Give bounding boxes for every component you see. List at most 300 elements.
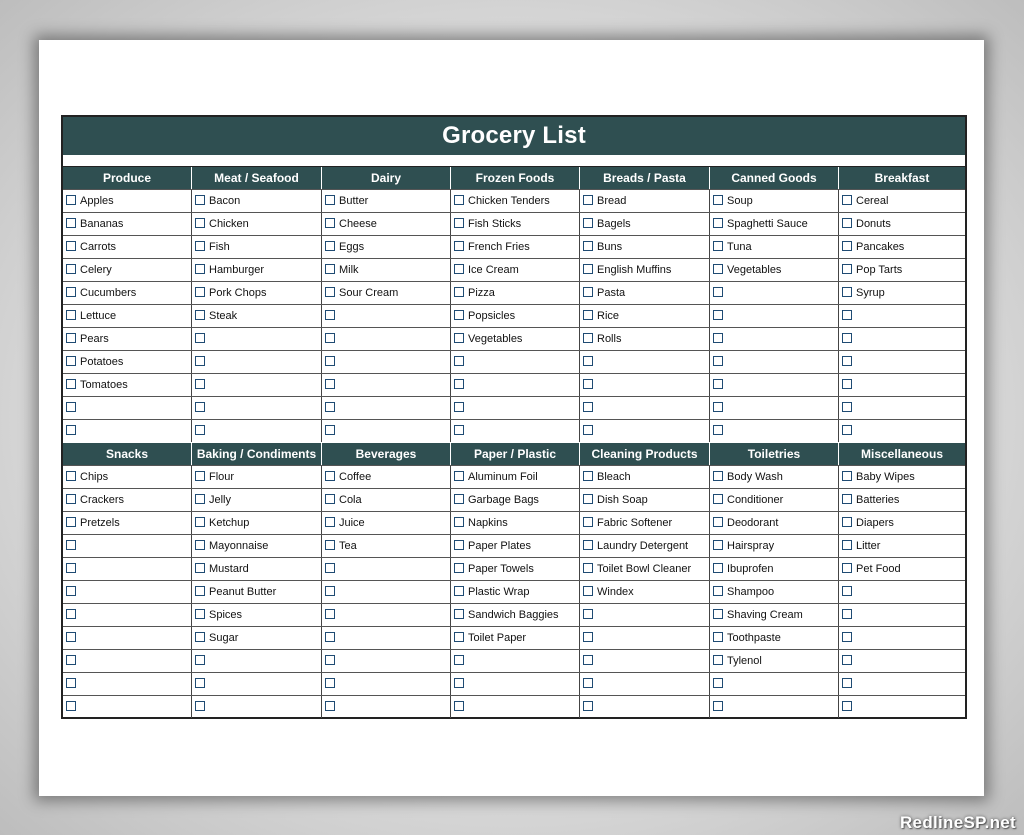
checkbox-icon[interactable] xyxy=(713,586,723,596)
checkbox-icon[interactable] xyxy=(454,379,464,389)
checkbox-icon[interactable] xyxy=(842,517,852,527)
item-label: Pop Tarts xyxy=(856,264,903,276)
checkbox-icon[interactable] xyxy=(713,379,723,389)
checkbox-icon[interactable] xyxy=(325,218,335,228)
list-item xyxy=(839,512,965,534)
list-item xyxy=(192,259,322,281)
column-header: Snacks xyxy=(63,443,192,465)
list-item xyxy=(839,213,965,235)
item-label: Dish Soap xyxy=(597,494,648,506)
item-label: Chips xyxy=(80,471,109,483)
checkbox-icon[interactable] xyxy=(195,609,205,619)
checkbox-icon[interactable] xyxy=(195,586,205,596)
checkbox-icon[interactable] xyxy=(583,494,593,504)
list-item xyxy=(710,397,839,419)
checkbox-icon[interactable] xyxy=(195,540,205,550)
checkbox-icon[interactable] xyxy=(195,701,205,711)
checkbox-icon[interactable] xyxy=(842,356,852,366)
checkbox-icon[interactable] xyxy=(842,632,852,642)
checkbox-icon[interactable] xyxy=(195,287,205,297)
item-label: Cereal xyxy=(856,195,889,207)
checkbox-icon[interactable] xyxy=(325,356,335,366)
checkbox-icon[interactable] xyxy=(454,701,464,711)
item-label: Tea xyxy=(339,540,357,552)
item-label: Body Wash xyxy=(727,471,783,483)
checkbox-icon[interactable] xyxy=(583,195,593,205)
list-item xyxy=(839,604,965,626)
checkbox-icon[interactable] xyxy=(713,701,723,711)
checkbox-icon[interactable] xyxy=(713,287,723,297)
list-item xyxy=(580,282,710,304)
list-item xyxy=(580,558,710,580)
checkbox-icon[interactable] xyxy=(66,586,76,596)
item-label: Jelly xyxy=(209,494,232,506)
checkbox-icon[interactable] xyxy=(713,402,723,412)
list-item xyxy=(322,673,451,695)
item-label: Flour xyxy=(209,471,235,483)
item-label: Spaghetti Sauce xyxy=(727,218,808,230)
checkbox-icon[interactable] xyxy=(325,241,335,251)
checkbox-icon[interactable] xyxy=(454,218,464,228)
checkbox-icon[interactable] xyxy=(454,356,464,366)
checkbox-icon[interactable] xyxy=(195,425,205,435)
checkbox-icon[interactable] xyxy=(713,218,723,228)
checkbox-icon[interactable] xyxy=(325,379,335,389)
checkbox-icon[interactable] xyxy=(66,333,76,343)
checkbox-icon[interactable] xyxy=(66,356,76,366)
table-row xyxy=(63,626,965,649)
list-item xyxy=(451,673,580,695)
checkbox-icon[interactable] xyxy=(66,425,76,435)
section-2 xyxy=(63,443,965,718)
list-item xyxy=(710,512,839,534)
item-label: Donuts xyxy=(856,218,891,230)
checkbox-icon[interactable] xyxy=(66,218,76,228)
item-label: Cola xyxy=(339,494,362,506)
list-item xyxy=(580,397,710,419)
checkbox-icon[interactable] xyxy=(325,678,335,688)
checkbox-icon[interactable] xyxy=(66,701,76,711)
checkbox-icon[interactable] xyxy=(66,517,76,527)
list-item xyxy=(710,351,839,373)
checkbox-icon[interactable] xyxy=(842,218,852,228)
column-header: Frozen Foods xyxy=(451,167,580,189)
list-item xyxy=(322,650,451,672)
checkbox-icon[interactable] xyxy=(713,632,723,642)
checkbox-icon[interactable] xyxy=(583,379,593,389)
table-row xyxy=(63,557,965,580)
checkbox-icon[interactable] xyxy=(325,195,335,205)
list-item xyxy=(63,374,192,396)
checkbox-icon[interactable] xyxy=(842,609,852,619)
checkbox-icon[interactable] xyxy=(325,563,335,573)
column-header: Beverages xyxy=(322,443,451,465)
checkbox-icon[interactable] xyxy=(713,540,723,550)
checkbox-icon[interactable] xyxy=(325,425,335,435)
list-item xyxy=(580,512,710,534)
checkbox-icon[interactable] xyxy=(842,563,852,573)
checkbox-icon[interactable] xyxy=(454,241,464,251)
list-item xyxy=(63,489,192,511)
checkbox-icon[interactable] xyxy=(66,540,76,550)
item-label: Diapers xyxy=(856,517,894,529)
list-item xyxy=(839,558,965,580)
list-item xyxy=(451,190,580,212)
item-label: Apples xyxy=(80,195,114,207)
list-item xyxy=(580,581,710,603)
checkbox-icon[interactable] xyxy=(713,494,723,504)
item-label: Fish Sticks xyxy=(468,218,522,230)
list-item xyxy=(580,328,710,350)
checkbox-icon[interactable] xyxy=(454,655,464,665)
list-item xyxy=(63,650,192,672)
item-label: Napkins xyxy=(468,517,508,529)
checkbox-icon[interactable] xyxy=(583,540,593,550)
checkbox-icon[interactable] xyxy=(713,195,723,205)
item-label: Bagels xyxy=(597,218,631,230)
checkbox-icon[interactable] xyxy=(195,632,205,642)
item-label: French Fries xyxy=(468,241,530,253)
checkbox-icon[interactable] xyxy=(454,540,464,550)
table-row xyxy=(63,396,965,419)
checkbox-icon[interactable] xyxy=(583,471,593,481)
grocery-list-sheet xyxy=(61,115,967,719)
list-item xyxy=(63,696,192,718)
checkbox-icon[interactable] xyxy=(713,517,723,527)
item-label: Sandwich Baggies xyxy=(468,609,559,621)
list-item xyxy=(322,466,451,488)
column-header: Breakfast xyxy=(874,171,930,185)
checkbox-icon[interactable] xyxy=(454,264,464,274)
checkbox-icon[interactable] xyxy=(454,471,464,481)
list-item xyxy=(322,351,451,373)
checkbox-icon[interactable] xyxy=(325,264,335,274)
checkbox-icon[interactable] xyxy=(583,356,593,366)
checkbox-icon[interactable] xyxy=(583,517,593,527)
checkbox-icon[interactable] xyxy=(713,471,723,481)
checkbox-icon[interactable] xyxy=(66,471,76,481)
checkbox-icon[interactable] xyxy=(66,609,76,619)
checkbox-icon[interactable] xyxy=(842,287,852,297)
list-item xyxy=(710,466,839,488)
checkbox-icon[interactable] xyxy=(66,678,76,688)
checkbox-icon[interactable] xyxy=(195,471,205,481)
checkbox-icon[interactable] xyxy=(325,287,335,297)
checkbox-icon[interactable] xyxy=(842,333,852,343)
checkbox-icon[interactable] xyxy=(195,333,205,343)
checkbox-icon[interactable] xyxy=(195,379,205,389)
list-item xyxy=(63,673,192,695)
checkbox-icon[interactable] xyxy=(454,494,464,504)
checkbox-icon[interactable] xyxy=(454,425,464,435)
checkbox-icon[interactable] xyxy=(195,218,205,228)
item-label: Ice Cream xyxy=(468,264,519,276)
item-label: Rice xyxy=(597,310,620,322)
checkbox-icon[interactable] xyxy=(713,609,723,619)
list-item xyxy=(192,627,322,649)
checkbox-icon[interactable] xyxy=(195,494,205,504)
checkbox-icon[interactable] xyxy=(713,310,723,320)
item-label: Pasta xyxy=(597,287,626,299)
checkbox-icon[interactable] xyxy=(325,586,335,596)
item-label: Syrup xyxy=(856,287,885,299)
item-label: Mustard xyxy=(209,563,249,575)
item-label: Shampoo xyxy=(727,586,775,598)
checkbox-icon[interactable] xyxy=(842,241,852,251)
list-item xyxy=(710,374,839,396)
list-item xyxy=(710,535,839,557)
checkbox-icon[interactable] xyxy=(454,609,464,619)
checkbox-icon[interactable] xyxy=(325,494,335,504)
column-header: Cleaning Products xyxy=(580,443,710,465)
checkbox-icon[interactable] xyxy=(583,333,593,343)
checkbox-icon[interactable] xyxy=(195,517,205,527)
checkbox-icon[interactable] xyxy=(325,471,335,481)
checkbox-icon[interactable] xyxy=(583,655,593,665)
checkbox-icon[interactable] xyxy=(325,333,335,343)
table-row xyxy=(63,258,965,281)
checkbox-icon[interactable] xyxy=(842,264,852,274)
item-label: Toilet Bowl Cleaner xyxy=(597,563,692,575)
checkbox-icon[interactable] xyxy=(195,655,205,665)
list-item xyxy=(322,374,451,396)
item-label: Fabric Softener xyxy=(597,517,673,529)
list-item xyxy=(580,673,710,695)
checkbox-icon[interactable] xyxy=(583,586,593,596)
item-label: Vegetables xyxy=(727,264,782,276)
checkbox-icon[interactable] xyxy=(195,356,205,366)
item-label: Carrots xyxy=(80,241,117,253)
item-label: Pet Food xyxy=(856,563,901,575)
checkbox-icon[interactable] xyxy=(325,632,335,642)
checkbox-icon[interactable] xyxy=(325,517,335,527)
checkbox-icon[interactable] xyxy=(195,241,205,251)
checkbox-icon[interactable] xyxy=(195,563,205,573)
checkbox-icon[interactable] xyxy=(583,241,593,251)
list-item xyxy=(192,213,322,235)
list-item xyxy=(192,397,322,419)
list-item xyxy=(451,351,580,373)
checkbox-icon[interactable] xyxy=(325,540,335,550)
checkbox-icon[interactable] xyxy=(713,333,723,343)
checkbox-icon[interactable] xyxy=(842,379,852,389)
checkbox-icon[interactable] xyxy=(842,655,852,665)
checkbox-icon[interactable] xyxy=(195,264,205,274)
column-header: Breads / Pasta xyxy=(580,167,710,189)
list-item xyxy=(192,328,322,350)
checkbox-icon[interactable] xyxy=(66,241,76,251)
table-row xyxy=(63,695,965,718)
checkbox-icon[interactable] xyxy=(842,425,852,435)
checkbox-icon[interactable] xyxy=(842,678,852,688)
checkbox-icon[interactable] xyxy=(454,195,464,205)
list-item xyxy=(63,351,192,373)
list-item xyxy=(839,374,965,396)
checkbox-icon[interactable] xyxy=(713,563,723,573)
checkbox-icon[interactable] xyxy=(583,609,593,619)
list-item xyxy=(710,604,839,626)
table-row xyxy=(63,212,965,235)
item-label: Pizza xyxy=(468,287,495,299)
checkbox-icon[interactable] xyxy=(66,632,76,642)
checkbox-icon[interactable] xyxy=(66,264,76,274)
list-item xyxy=(839,305,965,327)
checkbox-icon[interactable] xyxy=(454,310,464,320)
checkbox-icon[interactable] xyxy=(713,655,723,665)
list-item xyxy=(192,604,322,626)
checkbox-icon[interactable] xyxy=(842,402,852,412)
checkbox-icon[interactable] xyxy=(325,609,335,619)
table-row xyxy=(63,603,965,626)
item-label: Hamburger xyxy=(209,264,265,276)
item-label: Windex xyxy=(597,586,634,598)
checkbox-icon[interactable] xyxy=(713,264,723,274)
checkbox-icon[interactable] xyxy=(842,701,852,711)
item-label: Aluminum Foil xyxy=(468,471,538,483)
checkbox-icon[interactable] xyxy=(325,655,335,665)
checkbox-icon[interactable] xyxy=(325,701,335,711)
checkbox-icon[interactable] xyxy=(66,287,76,297)
section-1-rows xyxy=(63,189,965,442)
list-item xyxy=(710,236,839,258)
item-label: Bacon xyxy=(209,195,241,207)
checkbox-icon[interactable] xyxy=(842,494,852,504)
list-item xyxy=(451,282,580,304)
item-label: Hairspray xyxy=(727,540,775,552)
list-item xyxy=(192,190,322,212)
list-item xyxy=(580,420,710,442)
list-item xyxy=(192,512,322,534)
table-row xyxy=(63,189,965,212)
checkbox-icon[interactable] xyxy=(583,287,593,297)
checkbox-icon[interactable] xyxy=(66,655,76,665)
checkbox-icon[interactable] xyxy=(583,310,593,320)
checkbox-icon[interactable] xyxy=(195,195,205,205)
checkbox-icon[interactable] xyxy=(66,494,76,504)
table-row xyxy=(63,327,965,350)
list-item xyxy=(710,696,839,718)
list-item xyxy=(451,397,580,419)
list-item xyxy=(839,351,965,373)
checkbox-icon[interactable] xyxy=(66,402,76,412)
item-label: Rolls xyxy=(597,333,622,345)
column-header: Meat / Seafood xyxy=(192,167,322,189)
list-item xyxy=(839,397,965,419)
list-item xyxy=(322,604,451,626)
item-label: Garbage Bags xyxy=(468,494,539,506)
checkbox-icon[interactable] xyxy=(454,402,464,412)
checkbox-icon[interactable] xyxy=(66,310,76,320)
item-label: Spices xyxy=(209,609,243,621)
checkbox-icon[interactable] xyxy=(325,402,335,412)
checkbox-icon[interactable] xyxy=(325,310,335,320)
list-item xyxy=(710,328,839,350)
list-item xyxy=(710,305,839,327)
checkbox-icon[interactable] xyxy=(842,540,852,550)
list-item xyxy=(451,420,580,442)
item-label: Juice xyxy=(339,517,365,529)
checkbox-icon[interactable] xyxy=(454,287,464,297)
item-label: Deodorant xyxy=(727,517,779,529)
list-item xyxy=(322,305,451,327)
list-item xyxy=(192,581,322,603)
checkbox-icon[interactable] xyxy=(454,333,464,343)
checkbox-icon[interactable] xyxy=(583,632,593,642)
list-item xyxy=(451,627,580,649)
list-item xyxy=(192,696,322,718)
checkbox-icon[interactable] xyxy=(842,310,852,320)
table-row xyxy=(63,465,965,488)
list-item xyxy=(580,259,710,281)
checkbox-icon[interactable] xyxy=(842,586,852,596)
list-item xyxy=(322,581,451,603)
checkbox-icon[interactable] xyxy=(583,563,593,573)
checkbox-icon[interactable] xyxy=(583,701,593,711)
list-item xyxy=(580,213,710,235)
list-item xyxy=(580,489,710,511)
table-row xyxy=(63,281,965,304)
item-label: Peanut Butter xyxy=(209,586,277,598)
checkbox-icon[interactable] xyxy=(583,678,593,688)
list-item xyxy=(63,282,192,304)
checkbox-icon[interactable] xyxy=(66,563,76,573)
checkbox-icon[interactable] xyxy=(842,471,852,481)
checkbox-icon[interactable] xyxy=(583,218,593,228)
list-item xyxy=(322,627,451,649)
checkbox-icon[interactable] xyxy=(66,195,76,205)
checkbox-icon[interactable] xyxy=(195,402,205,412)
item-label: Batteries xyxy=(856,494,900,506)
checkbox-icon[interactable] xyxy=(66,379,76,389)
checkbox-icon[interactable] xyxy=(454,586,464,596)
item-label: Toothpaste xyxy=(727,632,781,644)
checkbox-icon[interactable] xyxy=(195,310,205,320)
list-item xyxy=(839,236,965,258)
checkbox-icon[interactable] xyxy=(713,241,723,251)
checkbox-icon[interactable] xyxy=(713,356,723,366)
list-item xyxy=(710,673,839,695)
checkbox-icon[interactable] xyxy=(583,425,593,435)
list-item xyxy=(322,190,451,212)
item-label: Milk xyxy=(339,264,359,276)
list-item xyxy=(839,190,965,212)
item-label: Buns xyxy=(597,241,623,253)
checkbox-icon[interactable] xyxy=(583,402,593,412)
checkbox-icon[interactable] xyxy=(713,425,723,435)
checkbox-icon[interactable] xyxy=(454,632,464,642)
item-label: Coffee xyxy=(339,471,372,483)
checkbox-icon[interactable] xyxy=(454,563,464,573)
checkbox-icon[interactable] xyxy=(713,678,723,688)
checkbox-icon[interactable] xyxy=(195,678,205,688)
item-label: Baby Wipes xyxy=(856,471,915,483)
list-item xyxy=(63,420,192,442)
table-row xyxy=(63,235,965,258)
list-item xyxy=(451,512,580,534)
item-label: Toilet Paper xyxy=(468,632,527,644)
list-item xyxy=(63,236,192,258)
item-label: Pears xyxy=(80,333,109,345)
checkbox-icon[interactable] xyxy=(454,517,464,527)
list-item xyxy=(322,512,451,534)
list-item xyxy=(322,489,451,511)
checkbox-icon[interactable] xyxy=(454,678,464,688)
checkbox-icon[interactable] xyxy=(583,264,593,274)
checkbox-icon[interactable] xyxy=(842,195,852,205)
item-label: Cheese xyxy=(339,218,377,230)
section-2-rows xyxy=(63,465,965,718)
table-row xyxy=(63,419,965,442)
